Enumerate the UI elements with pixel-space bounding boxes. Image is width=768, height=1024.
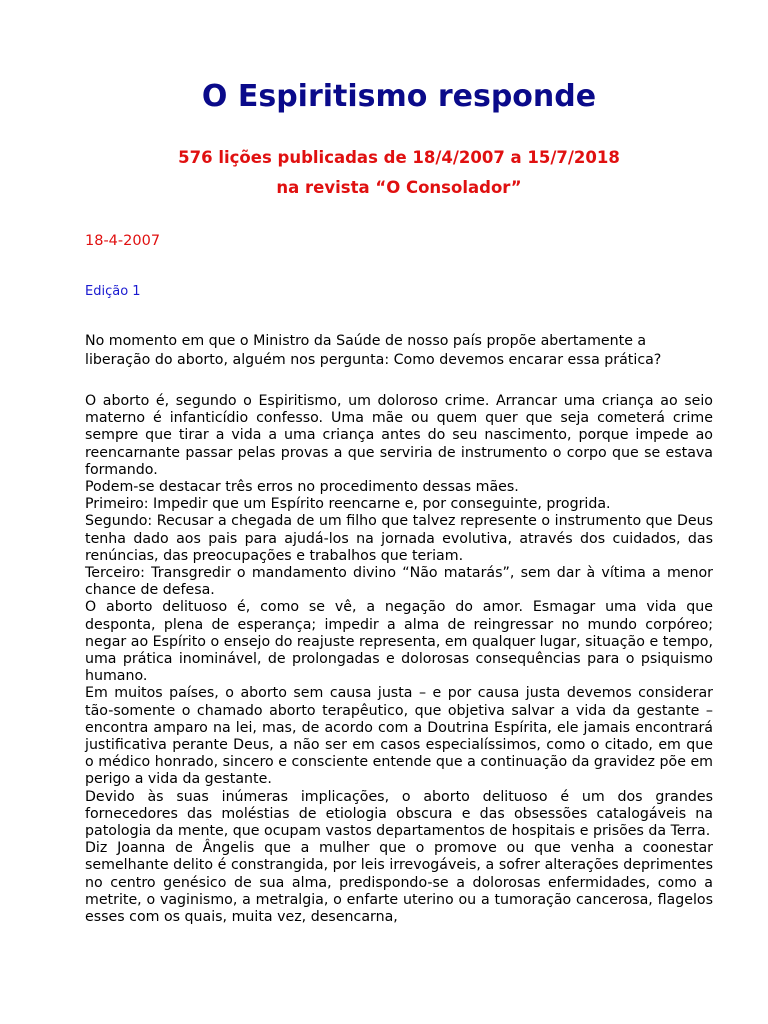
paragraph: Terceiro: Transgredir o mandamento divino “Não matarás”, sem dar à vítima a menor chance de defesa. [85, 565, 713, 599]
answer-body [85, 393, 713, 926]
paragraph: Em muitos países, o aborto sem causa justa – e por causa justa devemos considerar tão-somente o chamado aborto terapêutico, que objetiva salvar a vida da gestante – encontra amparo na lei, mas, de acordo com a Doutrina Espírita, ele jamais encontrará justificativa perante Deus, a não ser em casos especialíssimos, como o citado, em que o médico honrado, sincero e consciente entende que a continuação da gravidez põe em perigo a vida da gestante. [85, 685, 713, 788]
paragraph: Devido às suas inúmeras implicações, o aborto delituoso é um dos grandes fornecedores das moléstias de etiologia obscura e das obsessões catalogáveis na patologia da mente, que ocupam vastos departamentos de hospitais e prisões da Terra. [85, 788, 713, 840]
paragraph: Segundo: Recusar a chegada de um filho que talvez represente o instrumento que Deus tenha dado aos pais para ajudá-los na jornada evolutiva, através dos cuidados, das renúncias, das preocupações e trabalhos que teriam. [85, 513, 713, 564]
publication-date: 18-4-2007 [85, 233, 161, 249]
intro-question: No momento em que o Ministro da Saúde de nosso país propõe abertamente a liberação do aborto, alguém nos pergunta: Como devemos encarar essa prática? [85, 333, 662, 368]
document-subtitle-line-2: na revista “O Consolador” [276, 178, 522, 197]
edition-label: Edição 1 [85, 284, 141, 299]
document-subtitle-line-1: 576 lições publicadas de 18/4/2007 a 15/7/2018 [178, 148, 620, 167]
document-title: O Espiritismo responde [201, 79, 597, 114]
paragraph: Primeiro: Impedir que um Espírito reencarne e, por conseguinte, progrida. [85, 496, 611, 513]
paragraph: O aborto delituoso é, como se vê, a negação do amor. Esmagar uma vida que desponta, plena de esperança; impedir a alma de reingressar no mundo corpóreo; negar ao Espírito o ensejo do reajuste representa, em qualquer lugar, situação e tempo, uma prática inominável, de prolongadas e dolorosas consequências para o psiquismo humano. [85, 599, 713, 685]
paragraph: Diz Joanna de Ângelis que a mulher que o promove ou que venha a coonestar semelhante delito é constrangida, por leis irrevogáveis, a sofrer alterações deprimentes no centro genésico de sua alma, predispondo-se a dolorosas enfermidades, como a metrite, o vaginismo, a metralgia, o enfarte uterino ou a tumoração cancerosa, flagelos esses com os quais, muita vez, desencarna, [85, 840, 713, 926]
paragraph: O aborto é, segundo o Espiritismo, um doloroso crime. Arrancar uma criança ao seio materno é infanticídio confesso. Uma mãe ou quem quer que seja cometerá crime sempre que tirar a vida a uma criança antes do seu nascimento, porque impede ao reencarnante passar pelas provas a que serviria de instrumento o corpo que se estava formando. [85, 393, 713, 478]
paragraph: Podem-se destacar três erros no procedimento dessas mães. [85, 479, 519, 496]
